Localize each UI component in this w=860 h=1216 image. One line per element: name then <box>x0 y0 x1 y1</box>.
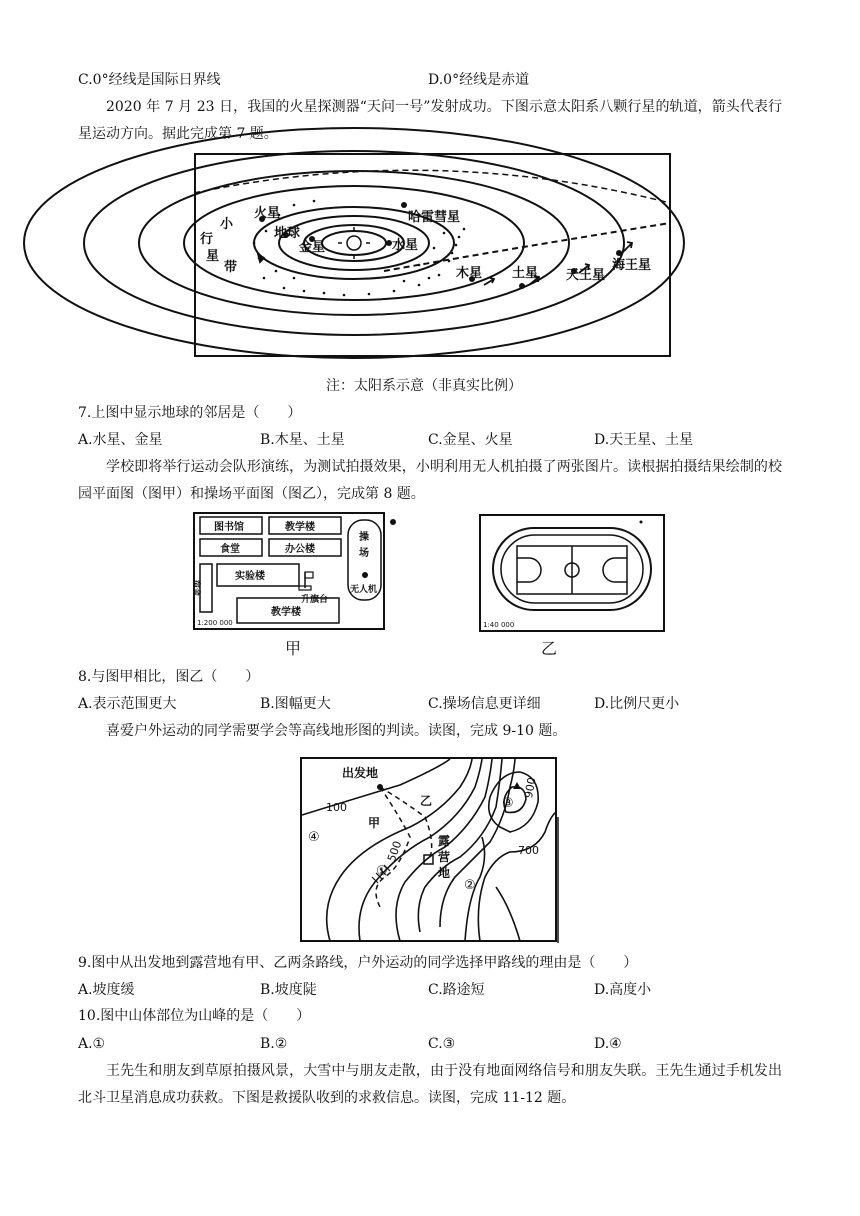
intro-question-8: 学校即将举行运动会队形演练，为测试拍摄效果，小明利用无人机拍摄了两张图片。读根据拍摄结果绘制的校园平面图（图甲）和操场平面图（图乙），完成第 8 题。 <box>78 459 782 502</box>
label-earth: 地球 <box>274 226 301 241</box>
label-mercury: 水星 <box>392 238 419 253</box>
q10-option-b: B.② <box>260 1036 288 1052</box>
label-uranus: 天王星 <box>566 268 606 283</box>
label-camp-1: 露 <box>438 834 451 848</box>
solar-system-figure <box>194 153 671 357</box>
figure-1-caption: 注：太阳系示意（非真实比例） <box>326 378 522 394</box>
contour-100: 100 <box>326 801 347 814</box>
label-field-1: 操 <box>359 532 369 543</box>
q10-option-d: D.④ <box>594 1036 622 1052</box>
label-xing2: 星 <box>206 249 220 264</box>
q9-option-d: D.高度小 <box>594 982 652 998</box>
label-dai: 带 <box>224 260 238 275</box>
label-teaching-2: 教学楼 <box>271 607 301 618</box>
contour-900: 900 <box>522 776 539 800</box>
label-xiao: 小 <box>220 217 234 232</box>
label-neptune: 海王星 <box>612 258 652 273</box>
figure-label-b: 乙 <box>541 639 558 658</box>
q7-option-c: C.金星、火星 <box>428 432 513 448</box>
label-field-2: 场 <box>359 548 369 559</box>
scale-b: 1:40 000 <box>483 621 515 629</box>
intro-question-11: 王先生和朋友到草原拍摄风景，大雪中与朋友走散，由于没有地面网络信号和朋友失联。王先生通过手机发出北斗卫星消息成功获救。下图是救援队收到的求救信息。读图，完成 11-12 题。 <box>78 1063 782 1106</box>
intro-question-7: 2020 年 7 月 23 日，我国的火星探测器“天问一号”发射成功。下图示意太阳系八颗行星的轨道，箭头代表行星运动方向。据此完成第 7 题。 <box>78 99 782 142</box>
campus-map-figure <box>193 512 411 662</box>
option-d: D.0°经线是赤道 <box>428 72 530 88</box>
q9-option-b: B.坡度陡 <box>260 982 317 998</box>
label-lab: 实验楼 <box>235 571 265 582</box>
label-camp-2: 营 <box>438 850 451 864</box>
label-xing: 行 <box>200 232 214 247</box>
point-4: ④ <box>308 830 320 845</box>
option-c: C.0°经线是国际日界线 <box>78 72 221 88</box>
label-route-b: 乙 <box>420 794 433 808</box>
label-venus: 金星 <box>299 240 326 255</box>
label-library: 图书馆 <box>214 522 244 533</box>
scale-a: 1:200 000 <box>197 619 233 627</box>
label-jupiter: 木星 <box>456 266 483 281</box>
label-flag: 升旗台 <box>301 595 329 605</box>
label-start: 出发地 <box>342 766 379 780</box>
contour-500: 500 <box>385 839 405 864</box>
label-route-a: 甲 <box>368 816 381 830</box>
sports-field-figure <box>479 514 667 656</box>
label-dorm: 宿舍 <box>192 580 201 596</box>
question-8-stem: 8.与图甲相比，图乙（ ） <box>78 669 260 685</box>
point-1: ① <box>376 864 388 879</box>
q9-option-c: C.路途短 <box>428 982 485 998</box>
q7-option-a: A.水星、金星 <box>78 432 163 448</box>
point-3: ③ <box>502 796 514 811</box>
point-2: ② <box>464 878 476 893</box>
q8-option-b: B.图幅更大 <box>260 696 331 712</box>
q10-option-c: C.③ <box>428 1036 456 1052</box>
contour-700: 700 <box>518 844 539 857</box>
q8-option-d: D.比例尺更小 <box>594 696 680 712</box>
label-saturn: 土星 <box>512 266 539 281</box>
q10-option-a: A.① <box>78 1036 106 1052</box>
label-office: 办公楼 <box>285 544 315 555</box>
q7-option-d: D.天王星、土星 <box>594 432 694 448</box>
label-drone: 无人机 <box>350 585 378 595</box>
q7-option-b: B.木星、土星 <box>260 432 345 448</box>
question-9-stem: 9.图中从出发地到露营地有甲、乙两条路线，户外运动的同学选择甲路线的理由是（ ） <box>78 955 638 971</box>
q8-option-c: C.操场信息更详细 <box>428 696 541 712</box>
figure-label-a: 甲 <box>285 639 302 658</box>
label-halley: 哈雷彗星 <box>408 210 461 225</box>
question-10-stem: 10.图中山体部位为山峰的是（ ） <box>78 1008 311 1024</box>
contour-map-figure <box>300 757 562 945</box>
q9-option-a: A.坡度缓 <box>78 982 135 998</box>
label-teaching-1: 教学楼 <box>285 522 315 533</box>
label-canteen: 食堂 <box>220 544 240 555</box>
label-camp-3: 地 <box>438 866 451 880</box>
q8-option-a: A.表示范围更大 <box>78 696 177 712</box>
label-mars: 火星 <box>254 206 281 221</box>
intro-question-9: 喜爱户外运动的同学需要学会等高线地形图的判读。读图，完成 9-10 题。 <box>106 723 567 739</box>
question-7-stem: 7.上图中显示地球的邻居是（ ） <box>78 405 302 421</box>
